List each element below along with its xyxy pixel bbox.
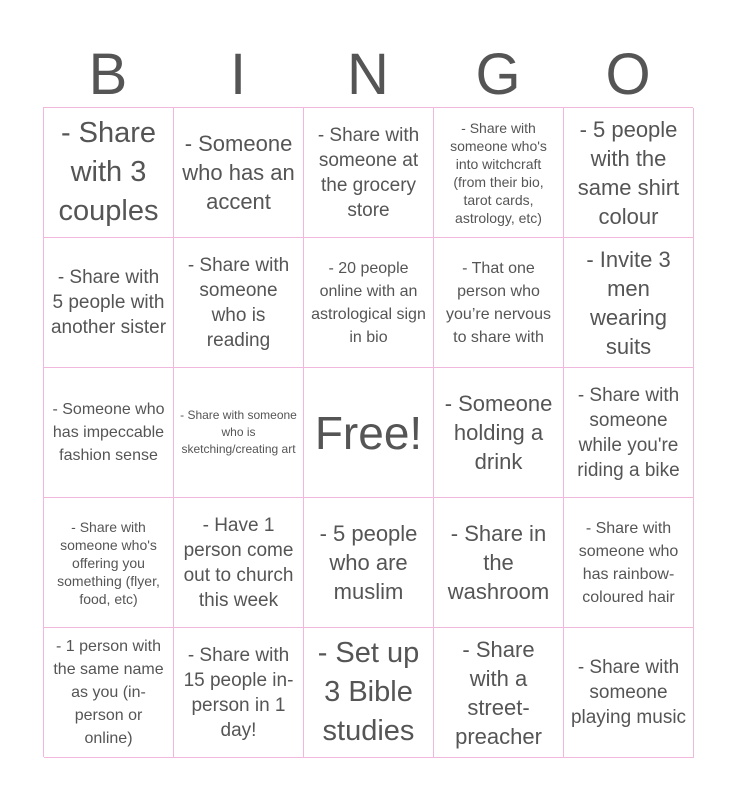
cell-text: - Share with someone who is reading: [187, 254, 290, 351]
bingo-cell-b1[interactable]: [44, 108, 174, 238]
bingo-cell-i1[interactable]: [174, 108, 304, 238]
cell-text: - Share with 15 people in-person in 1 day!: [183, 644, 294, 741]
cell-text: - Have 1 person come out to church this week: [183, 514, 294, 611]
bingo-cell-b3[interactable]: [44, 368, 174, 498]
cell-text: - Share with someone who's into witchcraft (from their bio, tarot cards, astrology, etc): [450, 119, 547, 226]
cell-text: - 5 people who are muslim: [319, 521, 418, 604]
bingo-cell-o4[interactable]: [564, 498, 694, 628]
bingo-cell-i4[interactable]: [174, 498, 304, 628]
bingo-cell-o5[interactable]: [564, 628, 694, 758]
bingo-cell-b2[interactable]: [44, 238, 174, 368]
cell-text: - Someone holding a drink: [444, 391, 553, 474]
bingo-cell-b4[interactable]: [44, 498, 174, 628]
bingo-cell-g4[interactable]: [434, 498, 564, 628]
header-letter-g: G: [475, 42, 521, 107]
cell-text: - Someone who has impeccable fashion sense: [52, 401, 165, 464]
bingo-cell-g5[interactable]: [434, 628, 564, 758]
cell-text: - Share with someone at the grocery store: [317, 124, 420, 221]
cell-text: - Share with a street-preacher: [455, 636, 542, 749]
bingo-cell-i3[interactable]: [174, 368, 304, 498]
bingo-header: [43, 44, 693, 106]
bingo-cell-n1[interactable]: [304, 108, 434, 238]
cell-text: Free!: [314, 406, 423, 459]
cell-text: - 5 people with the same shirt colour: [577, 116, 680, 229]
bingo-cell-o2[interactable]: [564, 238, 694, 368]
cell-text: - Someone who has an accent: [182, 131, 295, 214]
header-letter-n: N: [347, 42, 389, 107]
cell-text: - Share with someone who has rainbow-coloured hair: [578, 519, 679, 606]
bingo-cell-i5[interactable]: [174, 628, 304, 758]
cell-text: - 20 people online with an astrological sign in bio: [311, 259, 426, 346]
bingo-board: [43, 107, 693, 757]
bingo-cell-n4[interactable]: [304, 498, 434, 628]
header-letter-b: B: [88, 42, 128, 107]
cell-text: - Share with someone who is sketching/creating art: [180, 408, 297, 456]
cell-text: - Share in the washroom: [447, 521, 550, 604]
cell-text: - Share with someone who's offering you something (flyer, food, etc): [57, 518, 160, 607]
cell-text: - 1 person with the same name as you (in-person or online): [53, 638, 164, 747]
header-letter-o: O: [605, 42, 651, 107]
cell-text: - Share with 5 people with another sister: [50, 267, 167, 338]
bingo-cell-b5[interactable]: [44, 628, 174, 758]
bingo-cell-i2[interactable]: [174, 238, 304, 368]
bingo-cell-o3[interactable]: [564, 368, 694, 498]
bingo-cell-g3[interactable]: [434, 368, 564, 498]
bingo-cell-o1[interactable]: [564, 108, 694, 238]
bingo-cell-n5[interactable]: [304, 628, 434, 758]
bingo-cell-free[interactable]: [304, 368, 434, 498]
cell-text: - Share with someone playing music: [570, 657, 687, 728]
cell-text: - Set up 3 Bible studies: [317, 637, 420, 747]
cell-text: - Share with 3 couples: [58, 117, 159, 227]
bingo-cell-n2[interactable]: [304, 238, 434, 368]
bingo-cell-g2[interactable]: [434, 238, 564, 368]
header-letter-i: I: [229, 42, 247, 107]
cell-text: - That one person who you’re nervous to share with: [446, 259, 551, 346]
cell-text: - Share with someone while you're riding a bike: [577, 384, 680, 481]
bingo-cell-g1[interactable]: [434, 108, 564, 238]
cell-text: - Invite 3 men wearing suits: [586, 246, 671, 359]
